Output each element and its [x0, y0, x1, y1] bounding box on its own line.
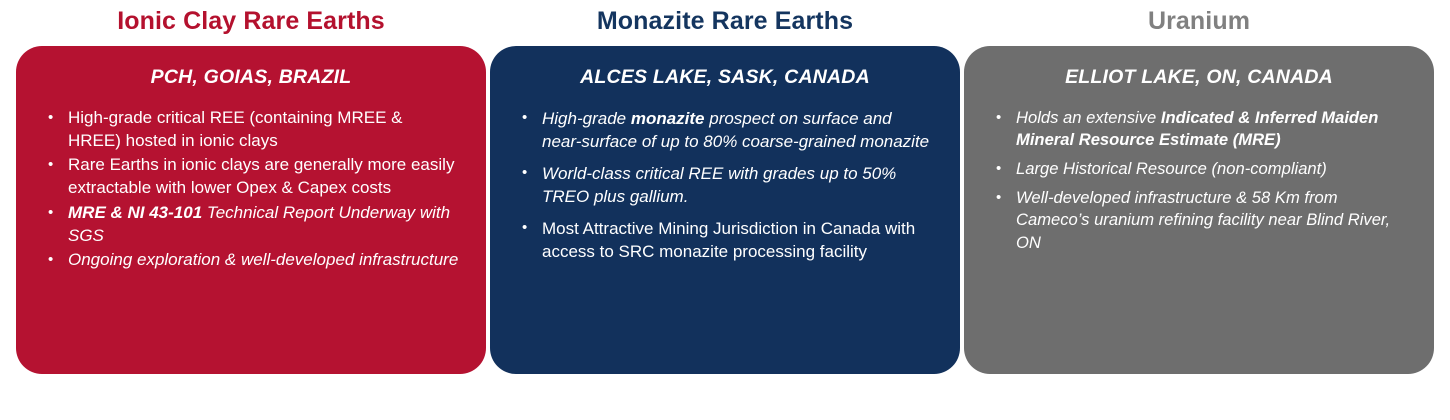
bullet-list-ionic-clay: [42, 107, 460, 272]
list-item-text: High-grade: [542, 108, 631, 128]
list-item-text: monazite: [630, 108, 705, 128]
list-item-text: Large Historical Resource (non-compliant): [1016, 159, 1327, 179]
list-item-text: High-grade critical REE (containing MREE & HREE) hosted in ionic clays: [68, 107, 403, 150]
column-heading-ionic-clay: Ionic Clay Rare Earths: [117, 7, 385, 35]
list-item-text: Holds an extensive: [1016, 107, 1161, 127]
column-heading-uranium: Uranium: [1147, 7, 1251, 35]
card-title-alces-lake: ALCES LAKE, SASK, CANADA: [580, 65, 870, 88]
list-item-text: Most Attractive Mining Jurisdiction in Canada with access to SRC monazite processing facility: [542, 218, 916, 262]
list-item: [516, 107, 934, 154]
bullet-list-uranium: [990, 107, 1408, 254]
list-item: [990, 158, 1408, 181]
list-item: [516, 217, 934, 264]
list-item-text: Rare Earths in ionic clays are generally more easily extractable with lower Opex & Capex costs: [68, 155, 455, 198]
bullet-list-monazite: [516, 107, 934, 264]
card-title-elliot-lake: ELLIOT LAKE, ON, CANADA: [1065, 65, 1333, 88]
list-item: [516, 162, 934, 209]
list-item: [990, 107, 1408, 152]
list-item-text: Indicated & Inferred Maiden Mineral Resource Estimate (MRE): [1016, 107, 1379, 150]
column-heading-monazite: Monazite Rare Earths: [596, 7, 854, 35]
card-pch-goias-brazil: [16, 46, 486, 374]
list-item-text: World-class critical REE with grades up to 50% TREO plus gallium.: [542, 163, 897, 207]
list-item: [42, 249, 460, 272]
card-alces-lake-sask-canada: [490, 46, 960, 374]
column-uranium: [964, 0, 1434, 374]
card-title-pch: PCH, GOIAS, BRAZIL: [150, 65, 352, 88]
list-item-text: Well-developed infrastructure & 58 Km from Cameco’s uranium refining facility near Blind River, ON: [1016, 187, 1391, 252]
list-item: [42, 202, 460, 248]
card-elliot-lake-on-canada: [964, 46, 1434, 374]
list-item: [42, 107, 460, 153]
list-item-text: MRE & NI 43-101: [68, 202, 203, 222]
list-item: [42, 154, 460, 200]
column-ionic-clay-rare-earths: [16, 0, 486, 374]
column-monazite-rare-earths: [490, 0, 960, 374]
list-item: [990, 187, 1408, 255]
list-item-text: Ongoing exploration & well-developed infrastructure: [68, 250, 459, 270]
list-item-text: Technical Report Underway with SGS: [68, 202, 451, 245]
list-item-text: prospect on surface and near-surface of up to 80% coarse-grained monazite: [542, 108, 930, 152]
